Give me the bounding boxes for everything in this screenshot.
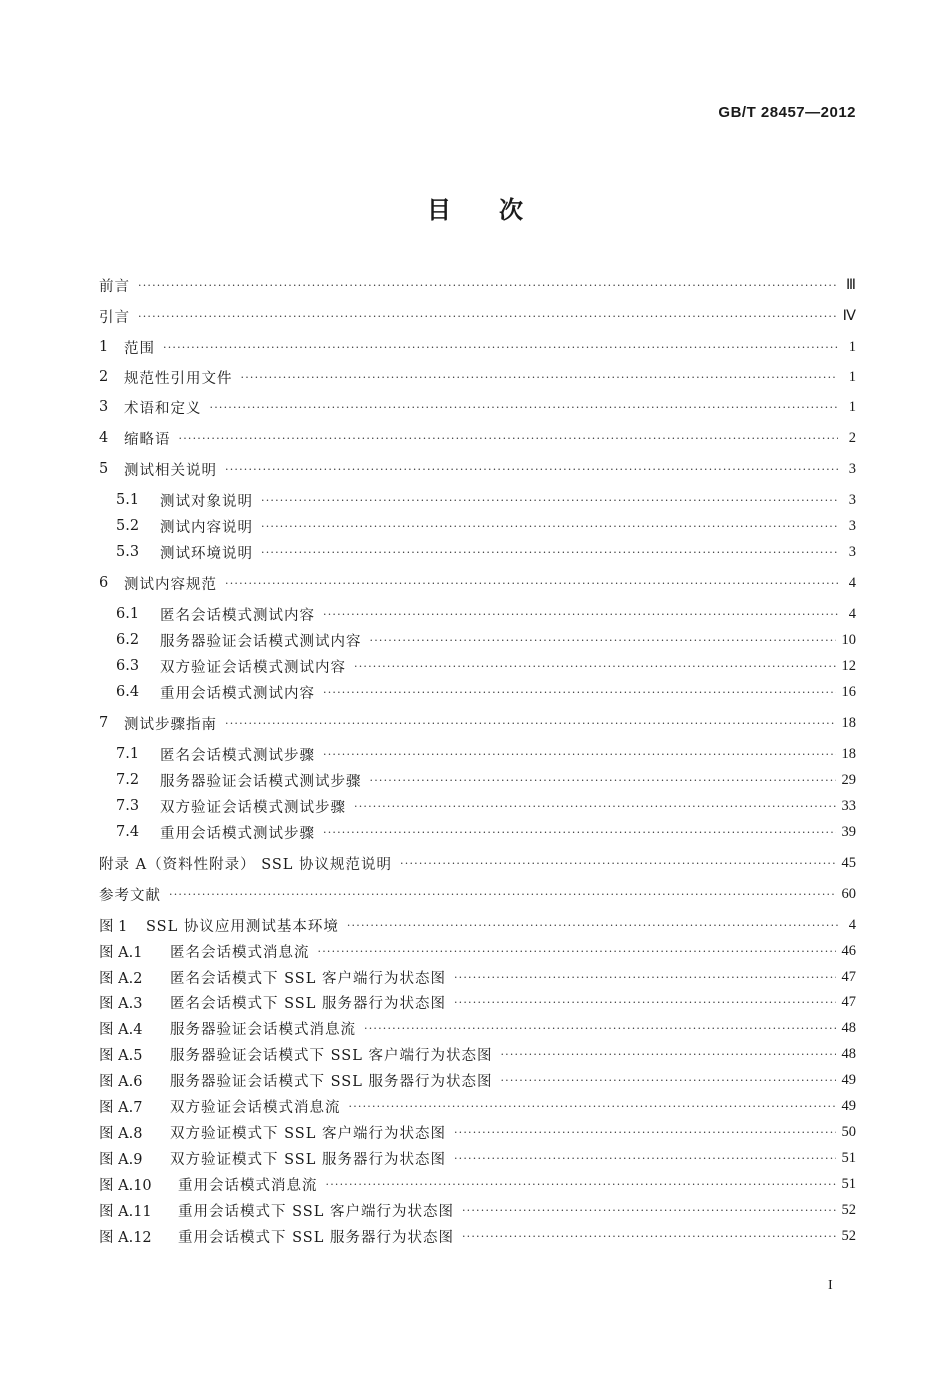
toc-entry[interactable]: [116, 744, 856, 764]
dot-leader: [370, 634, 836, 647]
toc-entry-title: 匿名会话模式消息流: [170, 944, 310, 961]
toc-entry[interactable]: [99, 275, 856, 295]
dot-leader: [462, 1230, 836, 1243]
toc-entry-number: 2: [99, 369, 109, 385]
toc-entry-page: 33: [841, 797, 856, 814]
toc-entry-number: 3: [99, 399, 109, 415]
toc-entry-number: 图 A.9: [99, 1151, 143, 1168]
page-number: I: [828, 1278, 833, 1293]
dot-leader: [454, 1152, 836, 1165]
toc-entry[interactable]: [116, 604, 856, 624]
toc-entry-page: 51: [841, 1149, 856, 1166]
toc-entry[interactable]: [99, 853, 856, 873]
toc-entry-page: 49: [841, 1097, 856, 1114]
toc-entry-page: 3: [848, 517, 856, 534]
dot-leader: [323, 826, 836, 839]
toc-entry-title: SSL 协议应用测试基本环境: [146, 918, 339, 935]
dot-leader: [241, 371, 839, 384]
toc-entry-title: 附录 A（资料性附录） SSL 协议规范说明: [99, 856, 393, 873]
toc-entry-title: 测试内容规范: [124, 576, 217, 593]
toc-entry-title: 规范性引用文件: [124, 370, 233, 387]
toc-entry-title: 重用会话模式下 SSL 服务器行为状态图: [178, 1229, 454, 1246]
toc-entry[interactable]: [116, 630, 856, 650]
toc-entry[interactable]: [116, 770, 856, 790]
toc-entry[interactable]: [99, 1200, 856, 1220]
toc-entry-number: 图 A.10: [99, 1177, 152, 1194]
toc-entry-title: 测试步骤指南: [124, 716, 217, 733]
toc-entry-page: 50: [841, 1123, 856, 1140]
toc-entry-title: 匿名会话模式下 SSL 服务器行为状态图: [170, 995, 446, 1012]
dot-leader: [318, 945, 836, 958]
toc-entry[interactable]: [116, 656, 856, 676]
toc-entry-number: 1: [99, 339, 109, 355]
toc-entry-title: 匿名会话模式下 SSL 客户端行为状态图: [170, 970, 446, 987]
toc-entry-title: 测试相关说明: [124, 462, 217, 479]
toc-entry-number: 图 A.5: [99, 1047, 143, 1064]
toc-entry-number: 图 A.2: [99, 970, 143, 987]
toc-entry-page: 1: [848, 368, 856, 385]
toc-entry-title: 匿名会话模式测试步骤: [160, 747, 315, 764]
toc-entry-title: 测试内容说明: [160, 519, 253, 536]
toc-entry-title: 参考文献: [99, 887, 161, 904]
toc-entry-number: 图 A.12: [99, 1229, 152, 1246]
dot-leader: [261, 520, 838, 533]
toc-entry-title: 范围: [124, 340, 155, 357]
toc-entry[interactable]: [99, 397, 856, 417]
toc-entry-page: 2: [848, 429, 856, 446]
toc-entry-page: 1: [848, 398, 856, 415]
toc-entry-page: 1: [848, 338, 856, 355]
toc-entry-page: 16: [841, 683, 856, 700]
toc-entry-page: 46: [841, 942, 856, 959]
toc-entry-number: 5.2: [116, 518, 140, 534]
toc-entry[interactable]: [116, 682, 856, 702]
toc-entry-number: 5: [99, 461, 109, 477]
toc-entry-title: 服务器验证会话模式测试内容: [160, 633, 362, 650]
toc-entry[interactable]: [99, 915, 856, 935]
toc-entry-title: 服务器验证会话模式下 SSL 服务器行为状态图: [170, 1073, 493, 1090]
toc-entry-title: 术语和定义: [124, 400, 202, 417]
dot-leader: [225, 577, 838, 590]
dot-leader: [326, 1178, 836, 1191]
toc-entry-number: 7.4: [116, 824, 140, 840]
dot-leader: [179, 432, 839, 445]
toc-entry-number: 6: [99, 575, 109, 591]
toc-entry-number: 图 A.4: [99, 1021, 143, 1038]
toc-entry-title: 重用会话模式测试内容: [160, 685, 315, 702]
toc-entry-page: 3: [848, 543, 856, 560]
toc-entry-page: 60: [841, 885, 856, 902]
toc-entry[interactable]: [116, 796, 856, 816]
toc-entry-page: 3: [848, 491, 856, 508]
dot-leader: [163, 341, 838, 354]
dot-leader: [349, 1100, 836, 1113]
dot-leader: [323, 608, 838, 621]
toc-entry-title: 双方验证模式下 SSL 服务器行为状态图: [170, 1151, 446, 1168]
toc-entry[interactable]: [99, 884, 856, 904]
toc-entry[interactable]: [99, 713, 856, 733]
toc-entry-number: 图 1: [99, 918, 128, 935]
toc-entry-title: 重用会话模式测试步骤: [160, 825, 315, 842]
toc-entry[interactable]: [99, 1018, 856, 1038]
toc-entry-title: 重用会话模式消息流: [178, 1177, 318, 1194]
dot-leader: [261, 546, 838, 559]
toc-entry-page: 4: [848, 916, 856, 933]
page-title: 目次: [427, 195, 571, 224]
dot-leader: [323, 748, 836, 761]
toc-entry-title: 匿名会话模式测试内容: [160, 607, 315, 624]
dot-leader: [454, 996, 836, 1009]
toc-entry-title: 前言: [99, 278, 130, 295]
toc-entry[interactable]: [99, 1096, 856, 1116]
toc-entry-number: 图 A.3: [99, 995, 143, 1012]
dot-leader: [323, 686, 836, 699]
dot-leader: [169, 888, 836, 901]
toc-entry-page: 39: [841, 823, 856, 840]
dot-leader: [364, 1022, 836, 1035]
toc-entry-number: 图 A.1: [99, 944, 143, 961]
dot-leader: [347, 919, 838, 932]
toc-entry-number: 7.3: [116, 798, 140, 814]
toc-entry[interactable]: [99, 573, 856, 593]
toc-entry-page: 47: [841, 993, 856, 1010]
toc-entry-page: 52: [841, 1201, 856, 1218]
toc-entry-title: 双方验证会话模式消息流: [170, 1099, 341, 1116]
toc-entry-page: 45: [841, 854, 856, 871]
toc-entry[interactable]: [99, 1070, 856, 1090]
dot-leader: [225, 463, 838, 476]
toc-entry[interactable]: [116, 490, 856, 510]
toc-entry-title: 重用会话模式下 SSL 客户端行为状态图: [178, 1203, 454, 1220]
toc-entry-page: 48: [841, 1019, 856, 1036]
toc-entry-page: 18: [841, 714, 856, 731]
toc-entry-number: 4: [99, 430, 109, 446]
toc-entry-number: 6.3: [116, 658, 140, 674]
toc-entry[interactable]: [99, 1226, 856, 1246]
toc-entry-number: 5.1: [116, 492, 140, 508]
dot-leader: [370, 774, 836, 787]
toc-entry-title: 测试对象说明: [160, 493, 253, 510]
toc-entry[interactable]: [99, 1044, 856, 1064]
toc-entry[interactable]: [99, 428, 856, 448]
toc-entry-number: 5.3: [116, 544, 140, 560]
dot-leader: [454, 971, 836, 984]
toc-entry[interactable]: [99, 941, 856, 961]
toc-entry[interactable]: [116, 542, 856, 562]
toc-entry[interactable]: [99, 1174, 856, 1194]
toc-entry-page: 29: [841, 771, 856, 788]
toc-entry-page: 47: [841, 968, 856, 985]
toc-entry-number: 6.2: [116, 632, 140, 648]
toc-entry-title: 双方验证会话模式测试步骤: [160, 799, 346, 816]
toc-entry-number: 7.2: [116, 772, 140, 788]
dot-leader: [454, 1126, 836, 1139]
toc-entry-page: 4: [848, 605, 856, 622]
toc-entry-title: 测试环境说明: [160, 545, 253, 562]
toc-entry[interactable]: [99, 1122, 856, 1142]
toc-entry-page: 48: [841, 1045, 856, 1062]
toc-entry-title: 服务器验证会话模式消息流: [170, 1021, 356, 1038]
dot-leader: [500, 1074, 835, 1087]
dot-leader: [500, 1048, 835, 1061]
toc-entry-page: 10: [841, 631, 856, 648]
toc-entry-number: 6.4: [116, 684, 140, 700]
dot-leader: [400, 857, 835, 870]
toc-entry-title: 双方验证会话模式测试内容: [160, 659, 346, 676]
toc-entry-page: 49: [841, 1071, 856, 1088]
dot-leader: [354, 660, 836, 673]
toc-entry-page: 18: [841, 745, 856, 762]
dot-leader: [138, 279, 838, 292]
dot-leader: [462, 1204, 836, 1217]
toc-entry-title: 双方验证模式下 SSL 客户端行为状态图: [170, 1125, 446, 1142]
toc-entry-page: 51: [841, 1175, 856, 1192]
toc-entry-page: 4: [848, 574, 856, 591]
toc-entry[interactable]: [116, 822, 856, 842]
toc-entry[interactable]: [99, 992, 856, 1012]
toc-entry-title: 缩略语: [124, 431, 171, 448]
toc-entry-title: 服务器验证会话模式下 SSL 客户端行为状态图: [170, 1047, 493, 1064]
toc-entry-page: Ⅲ: [846, 276, 856, 293]
toc-entry[interactable]: [99, 337, 856, 357]
toc-entry-number: 6.1: [116, 606, 140, 622]
toc-entry[interactable]: [99, 967, 856, 987]
toc-entry-number: 图 A.6: [99, 1073, 143, 1090]
dot-leader: [225, 717, 836, 730]
toc-entry-number: 图 A.8: [99, 1125, 143, 1142]
toc-entry-page: 52: [841, 1227, 856, 1244]
dot-leader: [210, 401, 839, 414]
toc-entry-number: 7.1: [116, 746, 140, 762]
toc-entry-number: 图 A.7: [99, 1099, 143, 1116]
toc-entry-page: 3: [848, 460, 856, 477]
toc-entry[interactable]: [99, 459, 856, 479]
toc-entry-page: Ⅳ: [842, 307, 856, 324]
toc-entry-title: 引言: [99, 309, 130, 326]
toc-entry[interactable]: [99, 306, 856, 326]
standard-number: GB/T 28457—2012: [718, 104, 856, 121]
toc-entry-number: 图 A.11: [99, 1203, 152, 1220]
toc-entry-title: 服务器验证会话模式测试步骤: [160, 773, 362, 790]
dot-leader: [261, 494, 838, 507]
toc-entry-page: 12: [841, 657, 856, 674]
toc-entry[interactable]: [99, 367, 856, 387]
toc-entry[interactable]: [116, 516, 856, 536]
dot-leader: [354, 800, 836, 813]
toc-entry[interactable]: [99, 1148, 856, 1168]
dot-leader: [138, 310, 837, 323]
toc-entry-number: 7: [99, 715, 109, 731]
